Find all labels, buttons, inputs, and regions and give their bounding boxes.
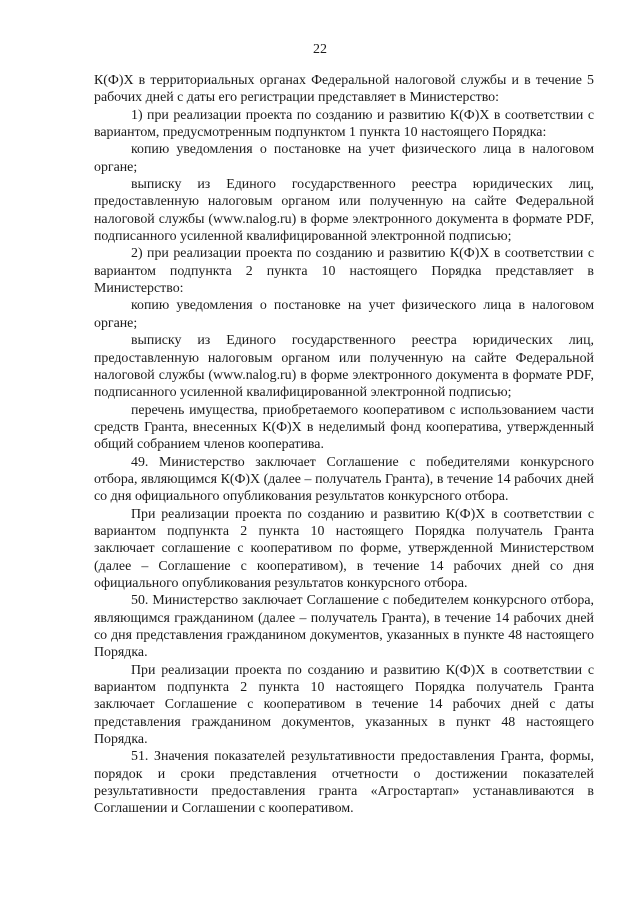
- paragraph-item-2: 2) при реализации проекта по созданию и развитию К(Ф)Х в соответствии с вариантом подпункта 2 пункта 10 настоящего Порядка представляет в Министерство:: [94, 246, 594, 297]
- paragraph-clause-49: 49. Министерство заключает Соглашение с победителями конкурсного отбора, являющимся К(Ф)Х (далее – получатель Гранта), в течение 14 рабочих дней со дня официального опубликования результатов конкурсного отбора.: [94, 454, 594, 505]
- paragraph-clause-51: 51. Значения показателей результативности предоставления Гранта, формы, порядок и сроки представления отчетности о достижении показателей результативности предоставления гранта «Агростартап» устанавливаются в Соглашении и Соглашении с кооперативом.: [94, 749, 594, 817]
- paragraph-clause-50: 50. Министерство заключает Соглашение с победителем конкурсного отбора, являющимся гражданином (далее – получатель Гранта), в течение 14 рабочих дней со дня представления гражданином документов, указанных в пункте 48 настоящего Порядка.: [94, 593, 594, 661]
- paragraph-item-1: 1) при реализации проекта по созданию и развитию К(Ф)Х в соответствии с вариантом, предусмотренным подпунктом 1 пункта 10 настоящего Порядка:: [94, 107, 594, 141]
- paragraph-continuation: К(Ф)Х в территориальных органах Федеральной налоговой службы и в течение 5 рабочих дней с даты его регистрации представляет в Министерство:: [94, 73, 594, 106]
- paragraph-item-1-notice-copy: копию уведомления о постановке на учет физического лица в налоговом органе;: [94, 142, 594, 175]
- paragraph-item-2-registry-extract: выписку из Единого государственного реестра юридических лиц, предоставленную налоговым органом или полученную на сайте Федеральной налоговой службы (www.nalog.ru) в форме электронного документа в формате PDF, подписанного усиленной квалифицированной электронной подписью;: [94, 333, 594, 401]
- paragraph-item-2-notice-copy: копию уведомления о постановке на учет физического лица в налоговом органе;: [94, 298, 594, 331]
- document-body: [94, 72, 594, 818]
- page-number: 22: [313, 42, 327, 57]
- paragraph-item-1-registry-extract: выписку из Единого государственного реестра юридических лиц, предоставленную налоговым органом или полученную на сайте Федеральной налоговой службы (www.nalog.ru) в форме электронного документа в формате PDF, подписанного усиленной квалифицированной электронной подписью;: [94, 177, 594, 245]
- paragraph-clause-49-cooperative: При реализации проекта по созданию и развитию К(Ф)Х в соответствии с вариантом подпункта 2 пункта 10 настоящего Порядка получатель Гранта заключает соглашение с кооперативом по форме, утвержденной Министерством (далее – Соглашение с кооперативом), в течение 14 рабочих дней со дня официального опубликования результатов конкурсного отбора.: [94, 506, 594, 591]
- paragraph-clause-50-cooperative: При реализации проекта по созданию и развитию К(Ф)Х в соответствии с вариантом подпункта 2 пункта 10 настоящего Порядка получатель Гранта заключает Соглашение с кооперативом в течение 14 рабочих дней с даты представления гражданином документов, указанных в пункт 48 настоящего Порядка.: [94, 662, 594, 748]
- paragraph-item-2-property-list: перечень имущества, приобретаемого кооперативом с использованием части средств Гранта, внесенных К(Ф)Х в неделимый фонд кооператива, утвержденный общий собранием членов кооператива.: [94, 402, 594, 453]
